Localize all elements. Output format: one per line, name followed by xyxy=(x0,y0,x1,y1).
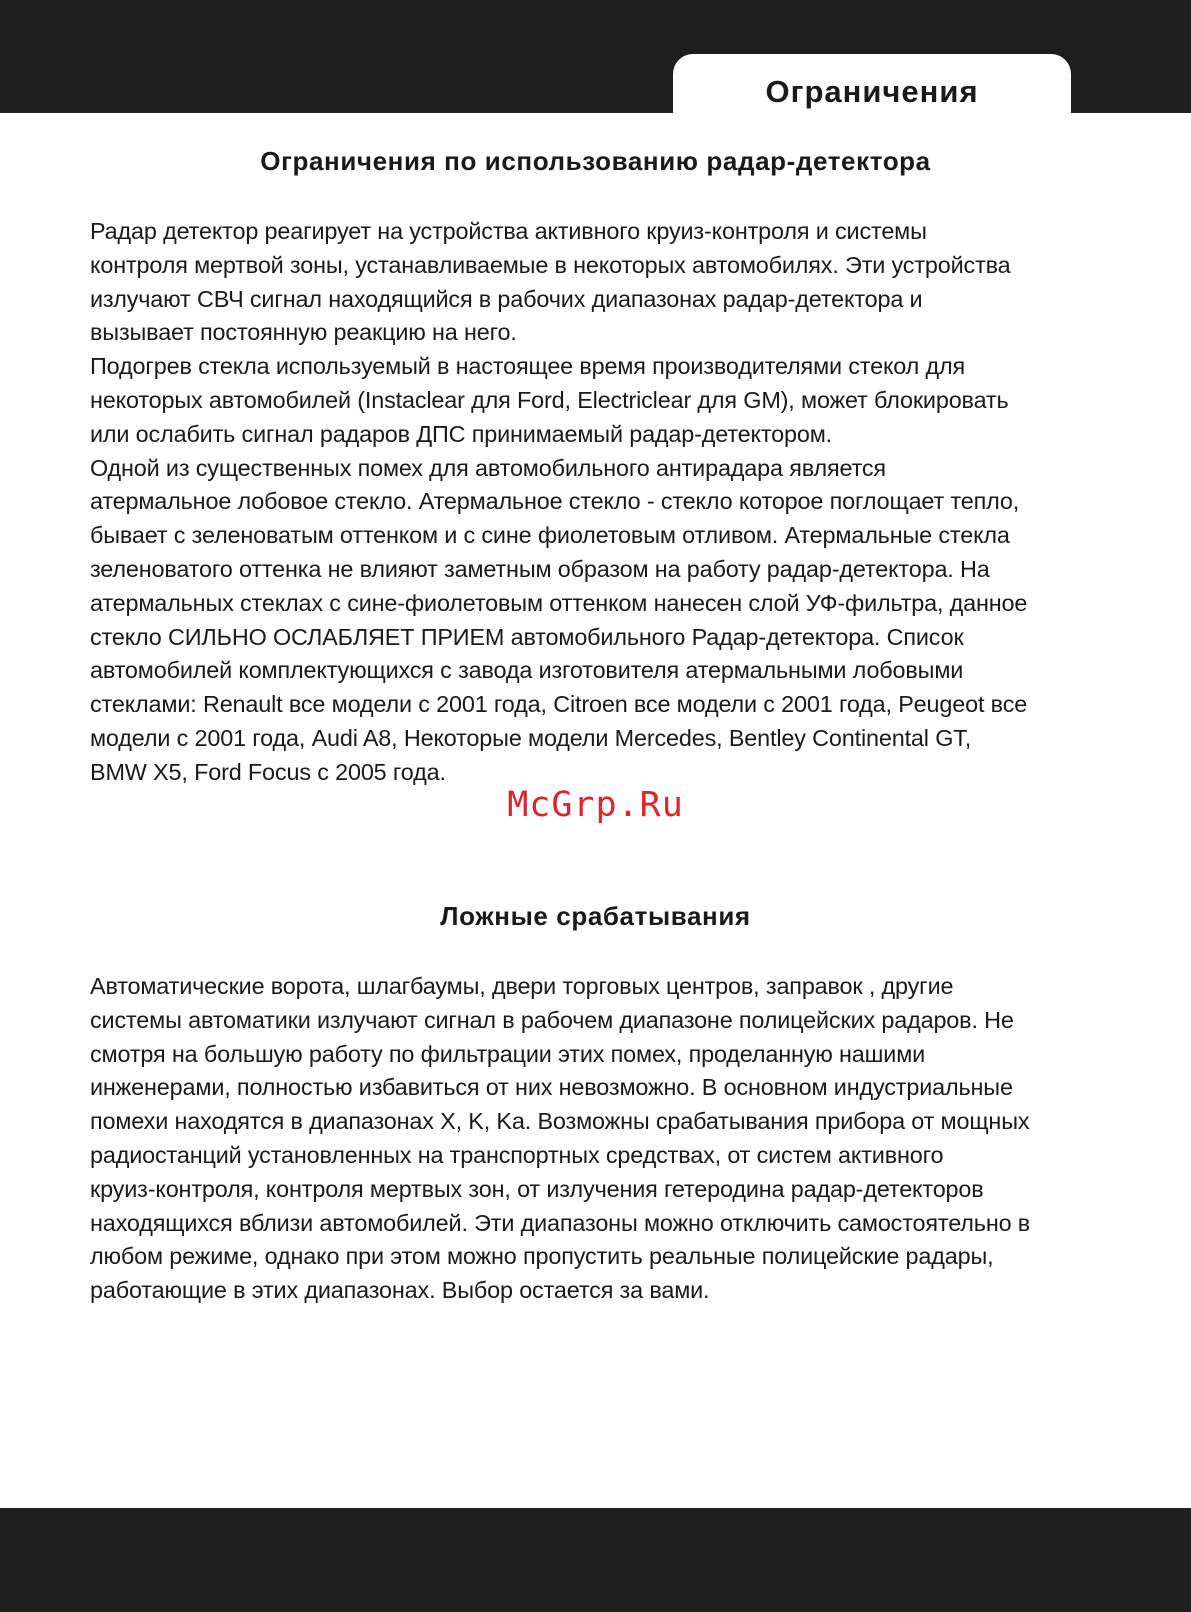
text-line: работающие в этих диапазонах. Выбор остается за вами. xyxy=(90,1277,710,1304)
text-line: системы автоматики излучают сигнал в рабочем диапазоне полицейских радаров. Не xyxy=(90,1006,1014,1033)
text-line: Одной из существенных помех для автомобильного антирадара является xyxy=(90,454,886,481)
watermark: McGrp.Ru xyxy=(507,785,684,825)
text-line: бывает с зеленоватым оттенком и с сине фиолетовым отливом. Атермальные стекла xyxy=(90,522,1010,549)
text-line: помехи находятся в диапазонах X, K, Ka. Возможны срабатывания прибора от мощных xyxy=(90,1108,1030,1135)
text-line: атермальное лобовое стекло. Атермальное стекло - стекло которое поглощает тепло, xyxy=(90,488,1020,515)
false-alarms-text xyxy=(90,970,1120,1308)
text-line: или ослабить сигнал радаров ДПС принимаемый радар-детектором. xyxy=(90,420,833,447)
text-line: инженерами, полностью избавиться от них невозможно. В основном индустриальные xyxy=(90,1074,1013,1101)
text-line: атермальных стеклах с сине-фиолетовым оттенком нанесен слой УФ-фильтра, данное xyxy=(90,589,1028,616)
text-line: стекло СИЛЬНО ОСЛАБЛЯЕТ ПРИЕМ автомобильного Радар-детектора. Список xyxy=(90,623,964,650)
section-title-false-alarms: Ложные срабатывания xyxy=(440,901,751,931)
text-line: находящихся вблизи автомобилей. Эти диапазоны можно отключить самостоятельно в xyxy=(90,1209,1031,1236)
text-line: радиостанций установленных на транспортных средствах, от систем активного xyxy=(90,1141,944,1168)
section-title-limitations: Ограничения по использованию радар-детектора xyxy=(260,146,931,176)
text-line: Радар детектор реагирует на устройства активного круиз-контроля и системы xyxy=(90,218,927,244)
text-line: круиз-контроля, контроля мертвых зон, от излучения гетеродина радар-детекторов xyxy=(90,1175,984,1202)
section-tab: Ограничения xyxy=(673,54,1071,113)
text-line: излучают СВЧ сигнал находящийся в рабочих диапазонах радар-детектора и xyxy=(90,285,923,312)
text-line: зеленоватого оттенка не влияют заметным образом на работу радар-детектора. На xyxy=(90,555,990,582)
text-line: модели с 2001 года, Audi A8, Некоторые модели Mercedes, Bentley Continental GT, xyxy=(90,724,972,751)
text-line: BMW X5, Ford Focus с 2005 года. xyxy=(90,758,446,785)
text-line: некоторых автомобилей (Instaclear для Ford, Electriclear для GM), может блокировать xyxy=(90,386,1009,413)
text-line: Автоматические ворота, шлагбаумы, двери торговых центров, заправок , другие xyxy=(90,973,954,999)
text-line: Подогрев стекла используемый в настоящее время производителями стекол для xyxy=(90,353,966,380)
limitations-text xyxy=(90,215,1120,790)
text-line: стеклами: Renault все модели с 2001 года, Citroen все модели с 2001 года, Peugeot все xyxy=(90,691,1028,718)
text-line: контроля мертвой зоны, устанавливаемые в некоторых автомобилях. Эти устройства xyxy=(90,251,1011,278)
text-line: смотря на большую работу по фильтрации этих помех, проделанную нашими xyxy=(90,1040,926,1067)
bottom-banner xyxy=(0,1508,1191,1612)
text-line: вызывает постоянную реакцию на него. xyxy=(90,319,517,346)
text-line: любом режиме, однако при этом можно пропустить реальные полицейские радары, xyxy=(90,1243,994,1270)
text-line: автомобилей комплектующихся с завода изготовителя атермальными лобовыми xyxy=(90,657,964,684)
